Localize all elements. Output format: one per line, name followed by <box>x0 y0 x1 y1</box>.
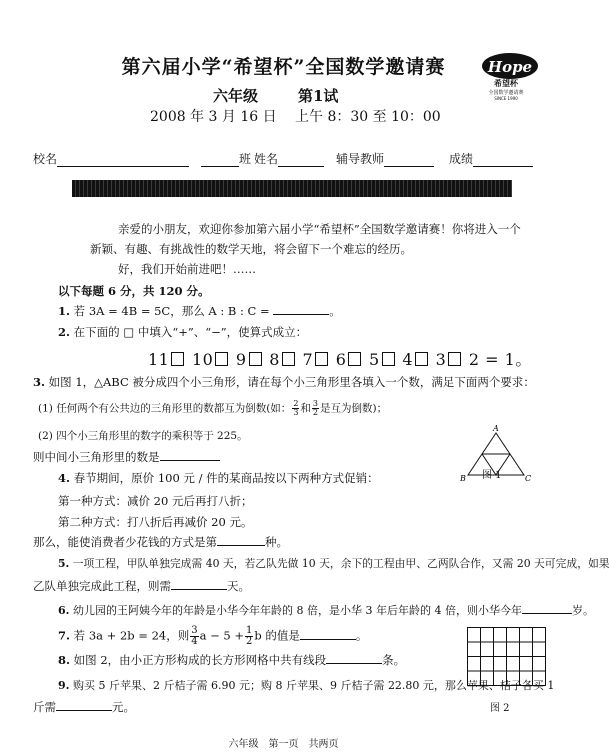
q2-num: 3 <box>435 350 447 369</box>
q2-num: 9 <box>235 350 247 369</box>
svg-text:Hope: Hope <box>487 58 533 76</box>
q3-cond1-text: (1) 任何两个有公共边的三角形里的数都互为倒数(如： <box>38 402 292 415</box>
svg-text:希望杯: 希望杯 <box>494 79 518 88</box>
q7-answer-blank[interactable] <box>300 628 356 640</box>
q2-text: 在下面的 □ 中填入“+”、“−”，使算式成立： <box>73 325 308 339</box>
teacher-blank[interactable] <box>384 154 434 167</box>
q5-end: 天。 <box>227 579 250 593</box>
figure-1-caption: 图 1 <box>482 470 502 481</box>
question-3 <box>33 374 535 390</box>
q9-answer-blank[interactable] <box>56 699 112 711</box>
score-note: 以下每题 6 分，共 120 分。 <box>58 284 210 298</box>
q2-num: 6 <box>335 350 347 369</box>
q7-text-c: b 的值是 <box>254 628 300 643</box>
q2-result: = 1。 <box>485 350 532 369</box>
q9-text: 购买 5 斤苹果、2 斤桔子需 6.90 元；购 8 斤苹果、9 斤桔子需 22.80 元，那么苹果、桔子各买 1 <box>72 679 555 692</box>
q3-answer-line <box>33 449 220 465</box>
q9-end: 元。 <box>112 700 135 714</box>
school-field <box>33 150 189 167</box>
q1-number: 1. <box>58 304 71 318</box>
question-4 <box>58 470 379 486</box>
svg-text:SINCE 1990: SINCE 1990 <box>494 96 518 101</box>
q9-ask: 斤需 <box>33 700 56 714</box>
q4-answer-blank[interactable] <box>217 534 265 546</box>
q2-operator-box[interactable] <box>282 352 295 366</box>
figure-2-caption: 图 2 <box>490 703 510 714</box>
name-field <box>254 150 324 167</box>
q8-end: 条。 <box>382 653 406 667</box>
q3-number: 3. <box>33 375 46 389</box>
vertex-a-label: A <box>493 424 499 433</box>
decorative-banner <box>72 180 512 197</box>
class-blank[interactable] <box>201 154 239 167</box>
grade-label: 六年级 <box>213 87 259 105</box>
fraction-2-3: $\frac{2}{3}$ <box>293 399 299 417</box>
q2-operator-box[interactable] <box>249 352 262 366</box>
q6-number: 6. <box>58 604 70 617</box>
page-footer: 六年级 第一页 共两页 <box>228 739 339 750</box>
question-7 <box>58 626 367 647</box>
q3-ask: 则中间小三角形里的数是 <box>33 450 160 464</box>
exam-title: 第六届小学“希望杯”全国数学邀请赛 <box>121 56 446 78</box>
score-blank[interactable] <box>473 154 533 167</box>
score-field <box>449 150 533 167</box>
q4-method-1: 第一种方式：减价 20 元后再打八折； <box>58 494 253 508</box>
q2-operator-box[interactable] <box>348 352 361 366</box>
q3-cond1-and: 和 <box>300 402 311 415</box>
q5-answer-line <box>33 578 250 594</box>
score-label: 成绩 <box>449 152 474 166</box>
name-blank[interactable] <box>278 154 324 167</box>
q7-text-b: a − 5 + <box>199 628 245 643</box>
q3-cond1-end: 是互为倒数)； <box>320 402 388 415</box>
fraction-3-4: $\frac{3}{4}$ <box>191 625 198 647</box>
teacher-label: 辅导教师 <box>336 152 385 166</box>
q3-answer-blank[interactable] <box>160 449 220 461</box>
q6-end: 岁。 <box>571 604 594 617</box>
q4-end: 种。 <box>265 535 288 549</box>
q4-ask: 那么，能使消费者少花钱的方式是第 <box>33 535 217 549</box>
school-label: 校名 <box>33 152 58 166</box>
fraction-1-2: $\frac{1}{2}$ <box>246 625 253 647</box>
q2-num: 4 <box>402 350 413 369</box>
fraction-3-2: $\frac{3}{2}$ <box>312 399 318 417</box>
q7-end: 。 <box>355 628 368 643</box>
q2-num: 5 <box>369 350 380 369</box>
q5-text: 一项工程，甲队单独完成需 40 天，若乙队先做 10 天，余下的工程由甲、乙两队合作，又需 20 天可完成，如果 <box>72 557 610 570</box>
class-label: 班 <box>239 152 252 166</box>
q2-num: 2 <box>468 350 480 369</box>
hope-cup-logo <box>480 50 552 102</box>
q2-num: 10 <box>191 350 214 369</box>
q6-answer-blank[interactable] <box>522 602 572 614</box>
q4-method-2: 第二种方式：打八折后再减价 20 元。 <box>58 515 253 529</box>
q2-number: 2. <box>58 325 71 339</box>
q2-equation <box>148 347 532 370</box>
question-5 <box>58 556 610 571</box>
question-9 <box>58 677 554 693</box>
round-label: 第1试 <box>298 87 339 105</box>
q1-answer-blank[interactable] <box>273 303 329 315</box>
intro-line-1: 亲爱的小朋友，欢迎你参加第六届小学“希望杯”全国数学邀请赛！你将进入一个 <box>118 222 521 236</box>
q2-operator-box[interactable] <box>415 352 428 366</box>
q3-condition-1 <box>38 400 387 417</box>
q7-text-a: 若 3a + 2b = 24，则 <box>73 628 190 643</box>
q3-text: 如图 1，△ABC 被分成四个小三角形，请在每个小三角形里各填入一个数，满足下面两个要求： <box>48 375 535 389</box>
q1-end: 。 <box>329 304 341 318</box>
q8-answer-blank[interactable] <box>326 652 382 664</box>
q5-ask: 乙队单独完成此工程，则需 <box>33 579 171 593</box>
q4-text: 春节期间，原价 100 元 / 件的某商品按以下两种方式促销： <box>73 471 379 485</box>
teacher-field <box>336 150 434 167</box>
q2-operator-box[interactable] <box>382 352 395 366</box>
vertex-b-label: B <box>460 474 466 483</box>
q4-answer-line <box>33 534 288 550</box>
q2-operator-box[interactable] <box>171 352 184 366</box>
q5-number: 5. <box>58 557 70 570</box>
class-field <box>201 150 251 167</box>
q9-answer-line <box>33 699 135 715</box>
svg-text:全国数学邀请赛: 全国数学邀请赛 <box>488 90 524 96</box>
q5-answer-blank[interactable] <box>171 578 227 590</box>
exam-time: 上午 8：30 至 10：00 <box>295 109 441 125</box>
q1-text: 若 3A = 4B = 5C，那么 A : B : C = <box>73 304 270 318</box>
question-2 <box>58 324 307 340</box>
q2-num: 11 <box>148 350 170 369</box>
q9-number: 9. <box>58 679 70 692</box>
q2-operator-box[interactable] <box>215 352 228 366</box>
question-6 <box>58 602 594 618</box>
q8-text: 如图 2，由小正方形构成的长方形网格中共有线段 <box>73 653 327 667</box>
question-8 <box>58 652 405 668</box>
q2-operator-box[interactable] <box>315 352 328 366</box>
name-label: 姓名 <box>254 152 279 166</box>
q2-operator-box[interactable] <box>448 352 461 366</box>
vertex-c-label: C <box>525 474 532 483</box>
question-1 <box>58 303 341 319</box>
q2-num: 7 <box>302 350 314 369</box>
q2-num: 8 <box>269 350 280 369</box>
q3-condition-2: (2) 四个小三角形里的数字的乘积等于 225。 <box>38 430 248 442</box>
exam-date: 2008 年 3 月 16 日 <box>150 109 277 125</box>
intro-line-3: 好，我们开始前进吧！…… <box>118 262 256 276</box>
q6-text: 幼儿园的王阿姨今年的年龄是小华今年年龄的 8 倍，是小华 3 年后年龄的 4 倍，则小华今年 <box>72 604 522 617</box>
q7-number: 7. <box>58 628 71 643</box>
school-blank[interactable] <box>57 154 189 167</box>
q8-number: 8. <box>58 653 71 667</box>
intro-line-2: 新颖、有趣、有挑战性的数学天地，将会留下一个难忘的经历。 <box>90 242 412 256</box>
q4-number: 4. <box>58 471 71 485</box>
